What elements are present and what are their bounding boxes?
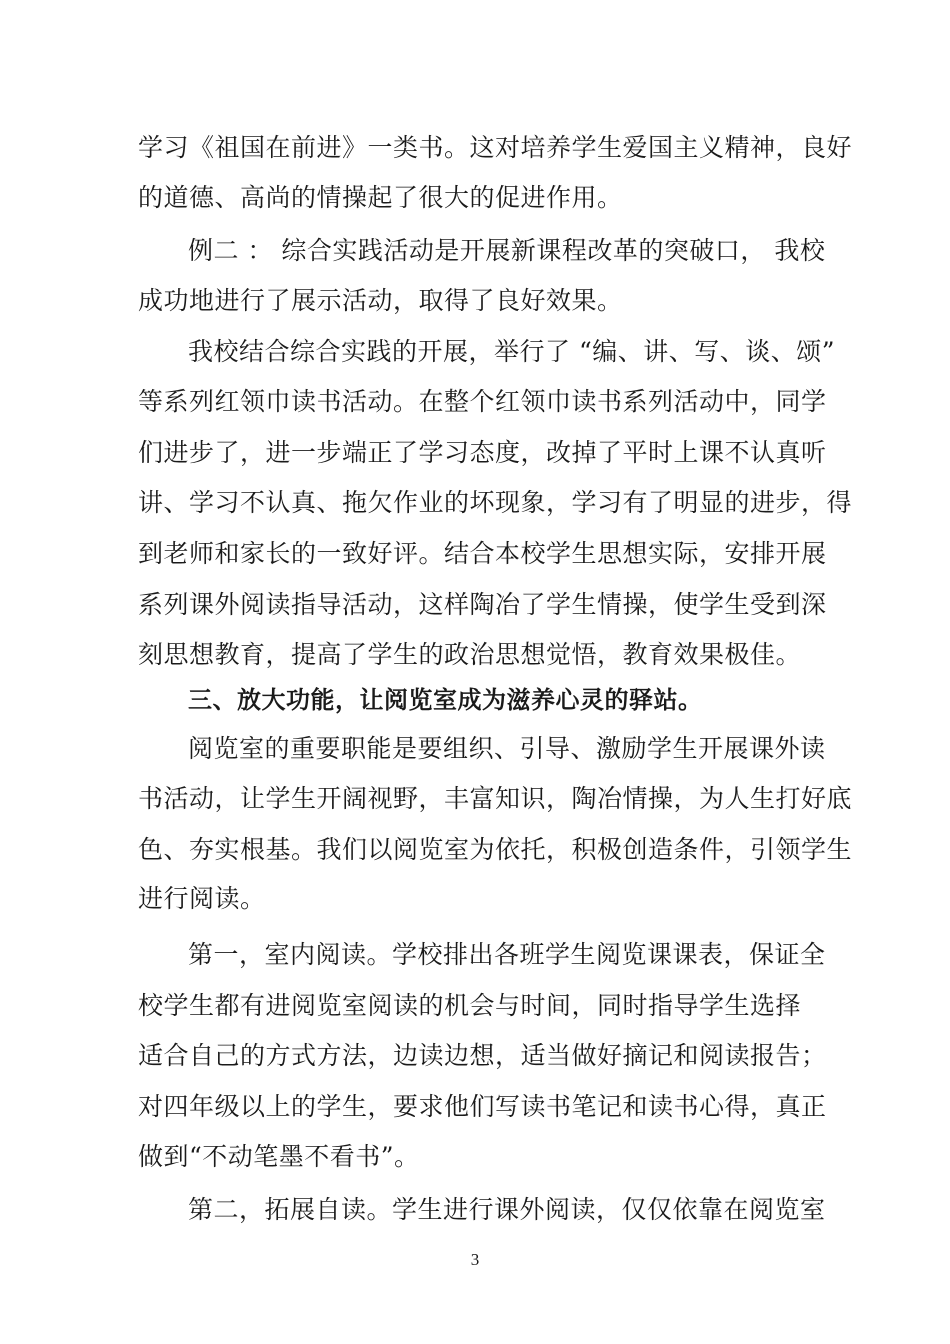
body-text-line: 刻思想教育，提高了学生的政治思想觉悟，教育效果极佳。 — [138, 640, 802, 669]
body-text-line: 阅览室的重要职能是要组织、引导、激励学生开展课外读 — [188, 734, 826, 763]
body-text-line: 的道德、高尚的情操起了很大的促进作用。 — [138, 183, 623, 212]
body-text-line: 们进步了，进一步端正了学习态度，改掉了平时上课不认真听 — [138, 438, 827, 467]
body-text-line: 我校结合综合实践的开展，举行了 “编、讲、写、谈、颂” — [188, 337, 836, 366]
body-text-line: 适合自己的方式方法，边读边想，适当做好摘记和阅读报告； — [138, 1041, 827, 1070]
body-text-line: 对四年级以上的学生，要求他们写读书笔记和读书心得，真正 — [138, 1092, 827, 1121]
body-text-line: 第二，拓展自读。学生进行课外阅读，仅仅依靠在阅览室 — [188, 1195, 826, 1224]
body-text-line: 书活动，让学生开阔视野，丰富知识，陶冶情操，为人生打好底 — [138, 784, 853, 813]
body-text-line: 校学生都有进阅览室阅读的机会与时间，同时指导学生选择 — [138, 991, 802, 1020]
body-text-line: 色、夯实根基。我们以阅览室为依托，积极创造条件，引领学生 — [138, 835, 853, 864]
body-text-line: 等系列红领巾读书活动。在整个红领巾读书系列活动中，同学 — [138, 387, 827, 416]
body-text-line: 第一，室内阅读。学校排出各班学生阅览课课表，保证全 — [188, 940, 826, 969]
body-text-line: 成功地进行了展示活动，取得了良好效果。 — [138, 286, 623, 315]
body-text-line: 进行阅读。 — [138, 884, 266, 913]
body-text-line: 做到“不动笔墨不看书”。 — [138, 1142, 420, 1171]
body-text-line: 例二 ： 综合实践活动是开展新课程改革的突破口， 我校 — [188, 236, 826, 265]
body-text-line: 系列课外阅读指导活动，这样陶冶了学生情操，使学生受到深 — [138, 590, 827, 619]
page-number: 3 — [470, 1250, 480, 1269]
body-text-line: 讲、学习不认真、拖欠作业的坏现象，学习有了明显的进步，得 — [138, 488, 853, 517]
section-heading: 三、放大功能，让阅览室成为滋养心灵的驿站。 — [188, 686, 703, 714]
body-text-line: 到老师和家长的一致好评。结合本校学生思想实际，安排开展 — [138, 539, 827, 568]
body-text-line: 学习《祖国在前进》一类书。这对培养学生爱国主义精神，良好 — [138, 133, 853, 162]
